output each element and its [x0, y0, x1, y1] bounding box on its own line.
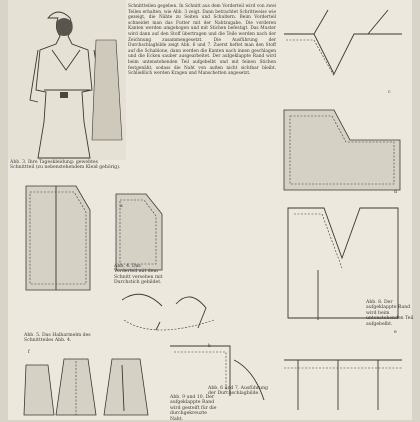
caption-fig3: Abb. 3. Ihre Tageskleidung: gewebtes Schnittteil (zu nebenstehendem Kleid gehörig). [10, 160, 121, 171]
jacket-sketches [16, 355, 166, 420]
collar-pattern [278, 4, 408, 94]
figure-label-e: e [394, 330, 397, 335]
figure-label-c: c [388, 90, 391, 95]
magazine-page [8, 0, 412, 420]
caption-fig9: Abb. 9 und 10. Der aufgeklappte Rand wird gesteift für die durchgekreuzte Naht. [170, 395, 217, 422]
stitching-diagram [278, 340, 408, 418]
body-text: Schnittteilen gegeben. In Schnitt aus dem Vorderteil wird von zwei Teilen erhalten, wie Abb. 3 zeigt. Dann betrachtet Schrittweise wie gezeigt, die Nähte zu Seiten und Schultern. Beim Vorderteil schneidet man das Futter mit der Nahtzugabe. Die vorderen Kanten werden umgebogen und mit Stichen befestigt. Das Muster wird dann auf den Stoff übertragen und die Teile werden nach der Zeichnung zusammengesetzt. Die Ausführung der Durchschlagbilde zeigt Abb. 6 und 7. Zuerst heftet man den Stoff auf die Schablone, dann werden die Kanten nach innen geschlagen und die Ecken sauber ausgearbeitet. Der aufgeklappte Rand wird beim untenstehenden Teil aufgebelbt und mit feinen Stichen festgenäht, sodass die Naht von außen nicht sichtbar bleibt. Schließlich werden Kragen und Manschetten angesetzt. [128, 4, 276, 77]
figure-label-f: f [28, 350, 30, 355]
caption-fig4: Abb. 4. Das Vorderteil mit dem Schnitt versehen mit Durchstich gebildet. [114, 264, 163, 286]
figure-label-b: b [208, 344, 211, 349]
figure-label-d: d [394, 190, 397, 195]
caption-fig8: Abb. 8. Der aufgeklappte Rand wird beim untenstehenden Teil aufgebelbt. [366, 300, 414, 327]
figure-label-a: a [120, 204, 123, 209]
caption-fig67: Abb. 6 und 7. Ausführung der Durchschlagbilde. [208, 386, 268, 397]
pattern-piece-a [16, 180, 116, 300]
fashion-illustration [8, 0, 126, 160]
caption-fig5: Abb. 5. Das Halbarmelm des Schnittteiles Abb. 4. [24, 333, 91, 344]
bodice-pattern [278, 100, 408, 200]
